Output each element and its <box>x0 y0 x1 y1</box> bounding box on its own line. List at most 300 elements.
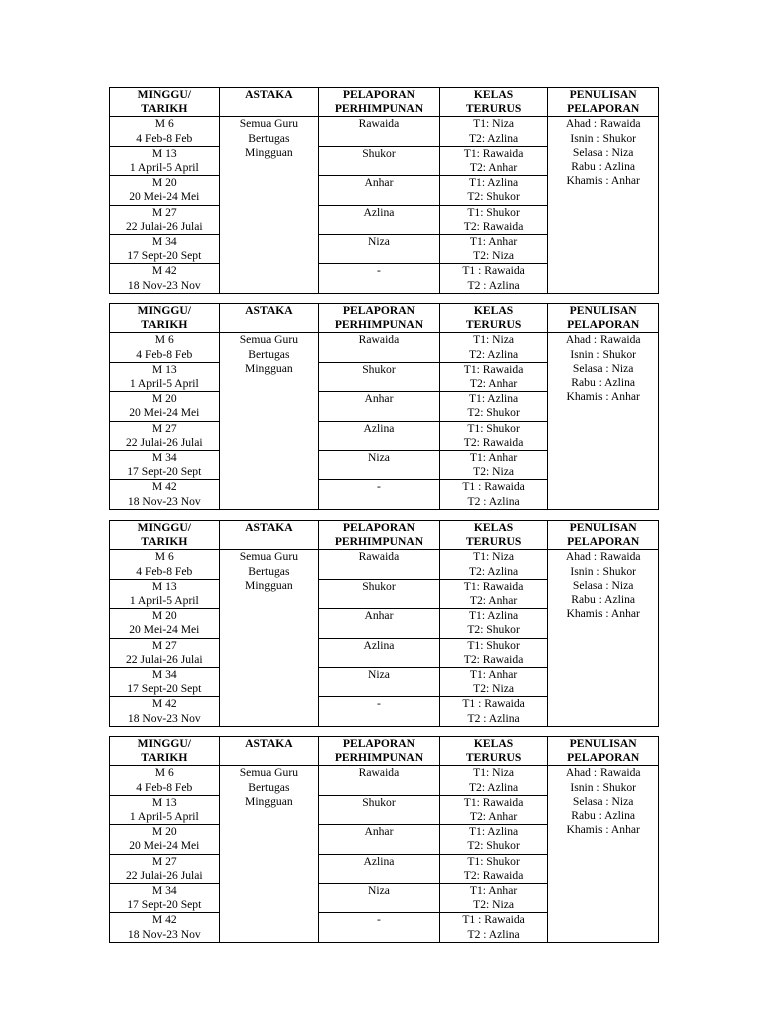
header-minggu-label: MINGGU/ <box>137 521 192 534</box>
kelas-t1: T1: Rawaida <box>463 579 524 593</box>
schedule-table <box>109 736 659 943</box>
kelas-t2: T2: Shukor <box>467 839 520 853</box>
kelas-terurus-cell <box>439 638 548 667</box>
kelas-terurus-cell <box>439 176 548 205</box>
week-label: M 13 <box>151 795 177 809</box>
header-penulisan-pelaporan <box>548 304 659 333</box>
kelas-t2: T2 : Azlina <box>467 278 520 292</box>
week-date-cell <box>110 884 220 913</box>
astaka-line: Bertugas <box>248 780 290 794</box>
penulisan-line: Ahad : Rawaida <box>565 550 641 564</box>
kelas-t2: T2: Niza <box>473 465 515 479</box>
date-range: 20 Mei-24 Mei <box>129 406 200 420</box>
header-kelas-terurus <box>439 521 548 550</box>
kelas-t1: T1: Anhar <box>469 884 518 898</box>
week-date-cell <box>110 668 220 697</box>
pelapor-cell <box>319 362 440 391</box>
kelas-terurus-cell <box>439 609 548 638</box>
pelapor-cell <box>319 117 440 146</box>
week-label: M 20 <box>151 609 177 623</box>
header-row <box>110 521 659 550</box>
kelas-t2: T2: Shukor <box>467 406 520 420</box>
pelapor-cell <box>319 638 440 667</box>
date-range: 4 Feb-8 Feb <box>136 780 193 794</box>
penulisan-cell <box>548 117 659 293</box>
date-range: 1 April-5 April <box>129 161 199 175</box>
week-label: M 42 <box>151 697 177 711</box>
header-terurus-label: TERURUS <box>465 318 522 332</box>
kelas-t2: T2: Azlina <box>468 347 519 361</box>
week-date-cell <box>110 333 220 362</box>
date-range: 17 Sept-20 Sept <box>127 682 202 696</box>
kelas-t2: T2: Rawaida <box>463 652 524 666</box>
kelas-t1: T1: Shukor <box>467 638 520 652</box>
schedule-table <box>109 87 659 294</box>
kelas-terurus-cell <box>439 117 548 146</box>
header-pelaporan-perhimpunan <box>319 737 440 766</box>
kelas-t1: T1 : Rawaida <box>462 264 525 278</box>
pelapor-name: - <box>377 264 381 278</box>
header-row <box>110 737 659 766</box>
header-pelaporan-perhimpunan <box>319 304 440 333</box>
header-astaka-label: ASTAKA <box>245 521 293 534</box>
week-label: M 20 <box>151 825 177 839</box>
header-terurus-label: TERURUS <box>465 535 522 549</box>
header-penulisan-label: PENULISAN <box>569 737 637 750</box>
week-date-cell <box>110 913 220 942</box>
kelas-terurus-cell <box>439 480 548 509</box>
header-tarikh-label: TARIKH <box>141 318 188 332</box>
table-row <box>110 333 659 362</box>
header-kelas-terurus <box>439 88 548 117</box>
kelas-t2: T2 : Azlina <box>467 494 520 508</box>
week-label: M 13 <box>151 579 177 593</box>
pelapor-name: Anhar <box>364 825 394 839</box>
kelas-t1: T1 : Rawaida <box>462 913 525 927</box>
date-range: 20 Mei-24 Mei <box>129 623 200 637</box>
week-date-cell <box>110 854 220 883</box>
kelas-terurus-cell <box>439 362 548 391</box>
penulisan-line: Ahad : Rawaida <box>565 333 641 347</box>
penulisan-line: Ahad : Rawaida <box>565 117 641 131</box>
kelas-t1: T1: Shukor <box>467 421 520 435</box>
date-range: 17 Sept-20 Sept <box>127 898 202 912</box>
week-label: M 27 <box>151 421 177 435</box>
kelas-t1: T1: Niza <box>473 550 515 564</box>
kelas-t2: T2: Rawaida <box>463 868 524 882</box>
astaka-line: Bertugas <box>248 131 290 145</box>
astaka-line: Bertugas <box>248 564 290 578</box>
week-date-cell <box>110 825 220 854</box>
kelas-t1: T1: Niza <box>473 333 515 347</box>
kelas-t1: T1: Anhar <box>469 451 518 465</box>
header-astaka-label: ASTAKA <box>245 737 293 750</box>
penulisan-line: Khamis : Anhar <box>566 607 640 621</box>
penulisan-line: Khamis : Anhar <box>566 823 640 837</box>
kelas-t2: T2 : Azlina <box>467 927 520 941</box>
date-range: 1 April-5 April <box>129 377 199 391</box>
pelapor-cell <box>319 176 440 205</box>
astaka-cell <box>219 117 319 293</box>
astaka-line: Mingguan <box>245 578 293 592</box>
week-date-cell <box>110 205 220 234</box>
pelapor-name: Niza <box>368 884 390 898</box>
kelas-t2: T2: Niza <box>473 249 515 263</box>
pelapor-name: Niza <box>368 235 390 249</box>
week-date-cell <box>110 638 220 667</box>
header-kelas-label: KELAS <box>473 88 514 101</box>
kelas-t2: T2: Shukor <box>467 190 520 204</box>
week-date-cell <box>110 795 220 824</box>
penulisan-line: Rabu : Azlina <box>571 809 636 823</box>
header-kelas-terurus <box>439 304 548 333</box>
astaka-line: Mingguan <box>245 145 293 159</box>
week-date-cell <box>110 609 220 638</box>
penulisan-line: Selasa : Niza <box>572 145 634 159</box>
penulisan-line: Rabu : Azlina <box>571 593 636 607</box>
header-pelaporan-label: PELAPORAN <box>342 88 416 101</box>
pelapor-name: Shukor <box>362 795 396 809</box>
kelas-t1: T1: Azlina <box>468 392 519 406</box>
kelas-terurus-cell <box>439 579 548 608</box>
date-range: 18 Nov-23 Nov <box>127 711 201 725</box>
header-penulisan-pelaporan <box>548 737 659 766</box>
week-date-cell <box>110 480 220 509</box>
astaka-line: Semua Guru <box>239 333 298 347</box>
astaka-line: Mingguan <box>245 361 293 375</box>
header-minggu-tarikh <box>110 737 220 766</box>
kelas-t2: T2: Azlina <box>468 131 519 145</box>
schedule-table <box>109 303 659 510</box>
date-range: 1 April-5 April <box>129 594 199 608</box>
pelapor-cell <box>319 264 440 293</box>
astaka-line: Semua Guru <box>239 550 298 564</box>
kelas-t2: T2: Shukor <box>467 623 520 637</box>
kelas-t1: T1: Azlina <box>468 176 519 190</box>
penulisan-line: Khamis : Anhar <box>566 174 640 188</box>
kelas-t2: T2: Anhar <box>469 377 518 391</box>
pelapor-name: Azlina <box>363 205 395 219</box>
week-label: M 42 <box>151 264 177 278</box>
header-minggu-label: MINGGU/ <box>137 304 192 317</box>
header-perhimpunan-label: PERHIMPUNAN <box>334 102 424 116</box>
penulisan-line: Khamis : Anhar <box>566 390 640 404</box>
week-label: M 6 <box>154 333 174 347</box>
week-date-cell <box>110 362 220 391</box>
kelas-terurus-cell <box>439 333 548 362</box>
astaka-line: Mingguan <box>245 794 293 808</box>
penulisan-line: Isnin : Shukor <box>570 131 637 145</box>
week-date-cell <box>110 176 220 205</box>
header-minggu-tarikh <box>110 521 220 550</box>
header-row <box>110 88 659 117</box>
pelapor-cell <box>319 697 440 726</box>
pelapor-cell <box>319 480 440 509</box>
astaka-line: Bertugas <box>248 347 290 361</box>
week-label: M 27 <box>151 638 177 652</box>
kelas-terurus-cell <box>439 884 548 913</box>
kelas-t1: T1: Rawaida <box>463 146 524 160</box>
table-row <box>110 550 659 579</box>
kelas-terurus-cell <box>439 766 548 795</box>
pelapor-name: Shukor <box>362 579 396 593</box>
penulisan-line: Rabu : Azlina <box>571 376 636 390</box>
pelapor-cell <box>319 550 440 579</box>
astaka-line: Semua Guru <box>239 766 298 780</box>
pelapor-name: Anhar <box>364 609 394 623</box>
week-label: M 34 <box>151 451 177 465</box>
kelas-t1: T1: Anhar <box>469 668 518 682</box>
header-terurus-label: TERURUS <box>465 751 522 765</box>
date-range: 4 Feb-8 Feb <box>136 347 193 361</box>
date-range: 4 Feb-8 Feb <box>136 131 193 145</box>
pelapor-name: Shukor <box>362 362 396 376</box>
pelapor-cell <box>319 235 440 264</box>
pelapor-cell <box>319 825 440 854</box>
penulisan-line: Isnin : Shukor <box>570 780 637 794</box>
header-pelaporan-label: PELAPORAN <box>342 304 416 317</box>
header-pelaporan2-label: PELAPORAN <box>567 102 640 116</box>
kelas-t2: T2: Rawaida <box>463 435 524 449</box>
header-terurus-label: TERURUS <box>465 102 522 116</box>
week-label: M 6 <box>154 550 174 564</box>
kelas-t1: T1: Rawaida <box>463 795 524 809</box>
header-astaka-label: ASTAKA <box>245 304 293 317</box>
pelapor-cell <box>319 579 440 608</box>
pelapor-cell <box>319 333 440 362</box>
kelas-t2: T2 : Azlina <box>467 711 520 725</box>
pelapor-cell <box>319 766 440 795</box>
header-minggu-tarikh <box>110 304 220 333</box>
kelas-t2: T2: Niza <box>473 898 515 912</box>
week-date-cell <box>110 146 220 175</box>
pelapor-name: Rawaida <box>358 550 400 564</box>
week-label: M 27 <box>151 205 177 219</box>
header-astaka <box>219 737 319 766</box>
pelapor-cell <box>319 795 440 824</box>
header-minggu-label: MINGGU/ <box>137 737 192 750</box>
astaka-line: Semua Guru <box>239 117 298 131</box>
header-pelaporan2-label: PELAPORAN <box>567 751 640 765</box>
header-minggu-tarikh <box>110 88 220 117</box>
week-date-cell <box>110 697 220 726</box>
astaka-cell <box>219 766 319 942</box>
kelas-terurus-cell <box>439 421 548 450</box>
header-pelaporan2-label: PELAPORAN <box>567 535 640 549</box>
pelapor-name: Rawaida <box>358 766 400 780</box>
week-label: M 34 <box>151 884 177 898</box>
kelas-terurus-cell <box>439 854 548 883</box>
kelas-terurus-cell <box>439 795 548 824</box>
penulisan-line: Isnin : Shukor <box>570 347 637 361</box>
penulisan-line: Isnin : Shukor <box>570 564 637 578</box>
table-row <box>110 766 659 795</box>
date-range: 4 Feb-8 Feb <box>136 564 193 578</box>
penulisan-line: Rabu : Azlina <box>571 160 636 174</box>
kelas-terurus-cell <box>439 146 548 175</box>
kelas-t1: T1: Niza <box>473 766 515 780</box>
pelapor-name: - <box>377 480 381 494</box>
header-astaka-label: ASTAKA <box>245 88 293 101</box>
pelapor-name: Azlina <box>363 421 395 435</box>
header-tarikh-label: TARIKH <box>141 751 188 765</box>
pelapor-cell <box>319 392 440 421</box>
header-pelaporan-label: PELAPORAN <box>342 521 416 534</box>
kelas-t1: T1: Niza <box>473 117 515 131</box>
header-perhimpunan-label: PERHIMPUNAN <box>334 318 424 332</box>
pelapor-name: Azlina <box>363 854 395 868</box>
week-label: M 20 <box>151 392 177 406</box>
pelapor-cell <box>319 205 440 234</box>
kelas-t2: T2: Rawaida <box>463 219 524 233</box>
pelapor-cell <box>319 451 440 480</box>
date-range: 18 Nov-23 Nov <box>127 927 201 941</box>
week-date-cell <box>110 766 220 795</box>
week-date-cell <box>110 550 220 579</box>
pelapor-cell <box>319 609 440 638</box>
header-penulisan-label: PENULISAN <box>569 521 637 534</box>
pelapor-name: Shukor <box>362 146 396 160</box>
astaka-cell <box>219 333 319 509</box>
pelapor-name: Anhar <box>364 392 394 406</box>
date-range: 17 Sept-20 Sept <box>127 249 202 263</box>
kelas-terurus-cell <box>439 392 548 421</box>
kelas-terurus-cell <box>439 913 548 942</box>
header-astaka <box>219 521 319 550</box>
week-date-cell <box>110 392 220 421</box>
kelas-terurus-cell <box>439 697 548 726</box>
penulisan-line: Selasa : Niza <box>572 578 634 592</box>
date-range: 22 Julai-26 Julai <box>125 652 203 666</box>
header-penulisan-pelaporan <box>548 88 659 117</box>
week-label: M 6 <box>154 766 174 780</box>
kelas-terurus-cell <box>439 235 548 264</box>
header-pelaporan-perhimpunan <box>319 521 440 550</box>
kelas-t1: T1: Shukor <box>467 854 520 868</box>
week-label: M 13 <box>151 362 177 376</box>
header-pelaporan-label: PELAPORAN <box>342 737 416 750</box>
pelapor-name: Rawaida <box>358 117 400 131</box>
header-perhimpunan-label: PERHIMPUNAN <box>334 751 424 765</box>
date-range: 18 Nov-23 Nov <box>127 278 201 292</box>
week-date-cell <box>110 421 220 450</box>
kelas-t2: T2: Azlina <box>468 780 519 794</box>
kelas-terurus-cell <box>439 825 548 854</box>
kelas-terurus-cell <box>439 264 548 293</box>
pelapor-name: Niza <box>368 451 390 465</box>
date-range: 18 Nov-23 Nov <box>127 494 201 508</box>
pelapor-name: Azlina <box>363 638 395 652</box>
kelas-t1: T1: Azlina <box>468 609 519 623</box>
header-kelas-label: KELAS <box>473 521 514 534</box>
date-range: 22 Julai-26 Julai <box>125 868 203 882</box>
header-perhimpunan-label: PERHIMPUNAN <box>334 535 424 549</box>
kelas-t1: T1 : Rawaida <box>462 697 525 711</box>
week-label: M 42 <box>151 913 177 927</box>
kelas-t1: T1: Rawaida <box>463 362 524 376</box>
pelapor-cell <box>319 146 440 175</box>
header-row <box>110 304 659 333</box>
week-label: M 6 <box>154 117 174 131</box>
kelas-t1: T1: Azlina <box>468 825 519 839</box>
penulisan-line: Selasa : Niza <box>572 361 634 375</box>
schedule-table <box>109 520 659 727</box>
header-astaka <box>219 304 319 333</box>
penulisan-cell <box>548 550 659 726</box>
kelas-terurus-cell <box>439 451 548 480</box>
date-range: 17 Sept-20 Sept <box>127 465 202 479</box>
date-range: 22 Julai-26 Julai <box>125 435 203 449</box>
pelapor-cell <box>319 884 440 913</box>
penulisan-cell <box>548 333 659 509</box>
header-penulisan-label: PENULISAN <box>569 88 637 101</box>
week-label: M 27 <box>151 854 177 868</box>
date-range: 1 April-5 April <box>129 810 199 824</box>
header-tarikh-label: TARIKH <box>141 102 188 116</box>
pelapor-name: Rawaida <box>358 333 400 347</box>
date-range: 20 Mei-24 Mei <box>129 190 200 204</box>
header-kelas-label: KELAS <box>473 304 514 317</box>
pelapor-cell <box>319 913 440 942</box>
kelas-t2: T2: Azlina <box>468 564 519 578</box>
header-astaka <box>219 88 319 117</box>
kelas-t2: T2: Niza <box>473 682 515 696</box>
kelas-terurus-cell <box>439 668 548 697</box>
kelas-t1: T1: Anhar <box>469 235 518 249</box>
week-label: M 20 <box>151 176 177 190</box>
pelapor-name: - <box>377 913 381 927</box>
pelapor-cell <box>319 854 440 883</box>
header-pelaporan2-label: PELAPORAN <box>567 318 640 332</box>
kelas-t1: T1: Shukor <box>467 205 520 219</box>
header-pelaporan-perhimpunan <box>319 88 440 117</box>
pelapor-name: - <box>377 697 381 711</box>
header-tarikh-label: TARIKH <box>141 535 188 549</box>
header-penulisan-pelaporan <box>548 521 659 550</box>
week-label: M 42 <box>151 480 177 494</box>
kelas-t2: T2: Anhar <box>469 810 518 824</box>
pelapor-cell <box>319 668 440 697</box>
date-range: 22 Julai-26 Julai <box>125 219 203 233</box>
kelas-terurus-cell <box>439 550 548 579</box>
penulisan-line: Selasa : Niza <box>572 794 634 808</box>
week-label: M 34 <box>151 668 177 682</box>
penulisan-cell <box>548 766 659 942</box>
kelas-t2: T2: Anhar <box>469 161 518 175</box>
date-range: 20 Mei-24 Mei <box>129 839 200 853</box>
astaka-cell <box>219 550 319 726</box>
kelas-terurus-cell <box>439 205 548 234</box>
kelas-t1: T1 : Rawaida <box>462 480 525 494</box>
week-date-cell <box>110 117 220 146</box>
header-kelas-terurus <box>439 737 548 766</box>
pelapor-cell <box>319 421 440 450</box>
penulisan-line: Ahad : Rawaida <box>565 766 641 780</box>
header-penulisan-label: PENULISAN <box>569 304 637 317</box>
week-label: M 34 <box>151 235 177 249</box>
kelas-t2: T2: Anhar <box>469 594 518 608</box>
pelapor-name: Niza <box>368 668 390 682</box>
pelapor-name: Anhar <box>364 176 394 190</box>
header-kelas-label: KELAS <box>473 737 514 750</box>
week-date-cell <box>110 264 220 293</box>
week-label: M 13 <box>151 146 177 160</box>
table-row <box>110 117 659 146</box>
week-date-cell <box>110 451 220 480</box>
header-minggu-label: MINGGU/ <box>137 88 192 101</box>
week-date-cell <box>110 235 220 264</box>
week-date-cell <box>110 579 220 608</box>
